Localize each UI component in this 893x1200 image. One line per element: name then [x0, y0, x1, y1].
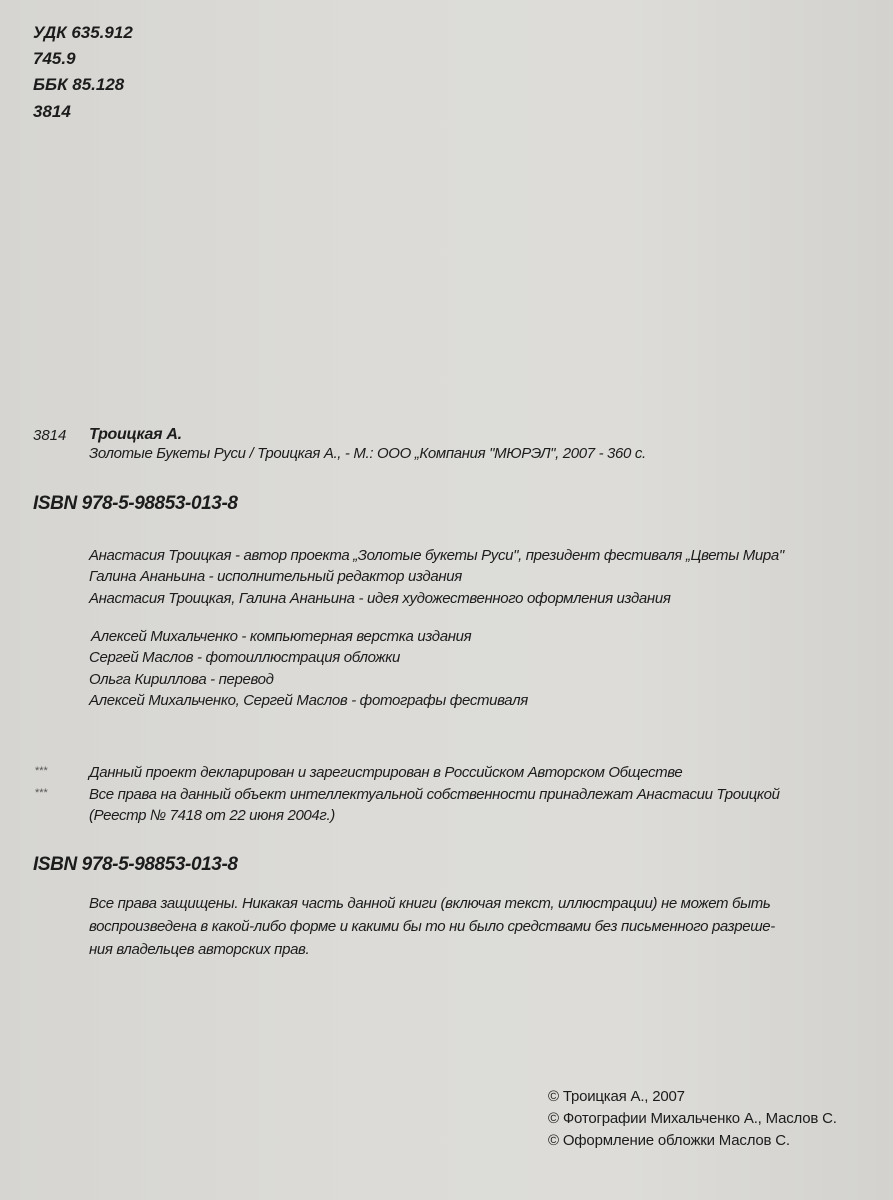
credit-line: Алексей Михальченко, Сергей Маслов - фотографы фестиваля — [89, 692, 528, 709]
credit-line: Анастасия Троицкая - автор проекта „Золотые букеты Руси", президент фестиваля „Цветы Мира" — [89, 547, 784, 564]
copyright-line: © Оформление обложки Маслов С. — [548, 1132, 790, 1149]
udk-code: УДК 635.912 — [33, 23, 133, 42]
credit-line: Сергей Маслов - фотоиллюстрация обложки — [89, 649, 400, 666]
copyright-line: © Фотографии Михальченко А., Маслов С. — [548, 1110, 837, 1127]
note-marker: *** — [35, 787, 48, 799]
isbn-bottom: ISBN 978-5-98853-013-8 — [33, 854, 238, 875]
credit-line: Ольга Кириллова - перевод — [89, 671, 274, 688]
credit-line: Анастасия Троицкая, Галина Ананьина - идея художественного оформления издания — [89, 590, 671, 607]
author-mark: 3814 — [33, 102, 71, 121]
rights-line: воспроизведена в какой-либо форме и какими бы то ни было средствами без письменного разреше- — [89, 918, 775, 935]
credit-line: Алексей Михальченко - компьютерная верстка издания — [91, 628, 472, 645]
rights-line: Все права защищены. Никакая часть данной книги (включая текст, иллюстрации) не может быть — [89, 895, 771, 912]
rights-line: ния владельцев авторских прав. — [89, 941, 310, 958]
bib-code: 3814 — [33, 427, 67, 444]
credit-line: Галина Ананьина - исполнительный редактор издания — [89, 568, 462, 585]
isbn-top: ISBN 978-5-98853-013-8 — [33, 493, 238, 514]
udk-code-2: 745.9 — [33, 49, 76, 68]
bib-description: Золотые Букеты Руси / Троицкая А., - М.: ООО „Компания "МЮРЭЛ", 2007 - 360 с. — [89, 445, 646, 462]
copyright-line: © Троицкая А., 2007 — [548, 1088, 685, 1105]
bbk-code: ББК 85.128 — [33, 75, 125, 94]
note-text: Данный проект декларирован и зарегистрирован в Российском Авторском Обществе — [89, 764, 683, 781]
bib-author: Троицкая А. — [89, 426, 182, 443]
note-marker: *** — [35, 765, 48, 777]
note-text: Все права на данный объект интеллектуальной собственности принадлежат Анастасии Троицкой — [89, 786, 780, 803]
note-continuation: (Реестр № 7418 от 22 июня 2004г.) — [89, 807, 335, 824]
